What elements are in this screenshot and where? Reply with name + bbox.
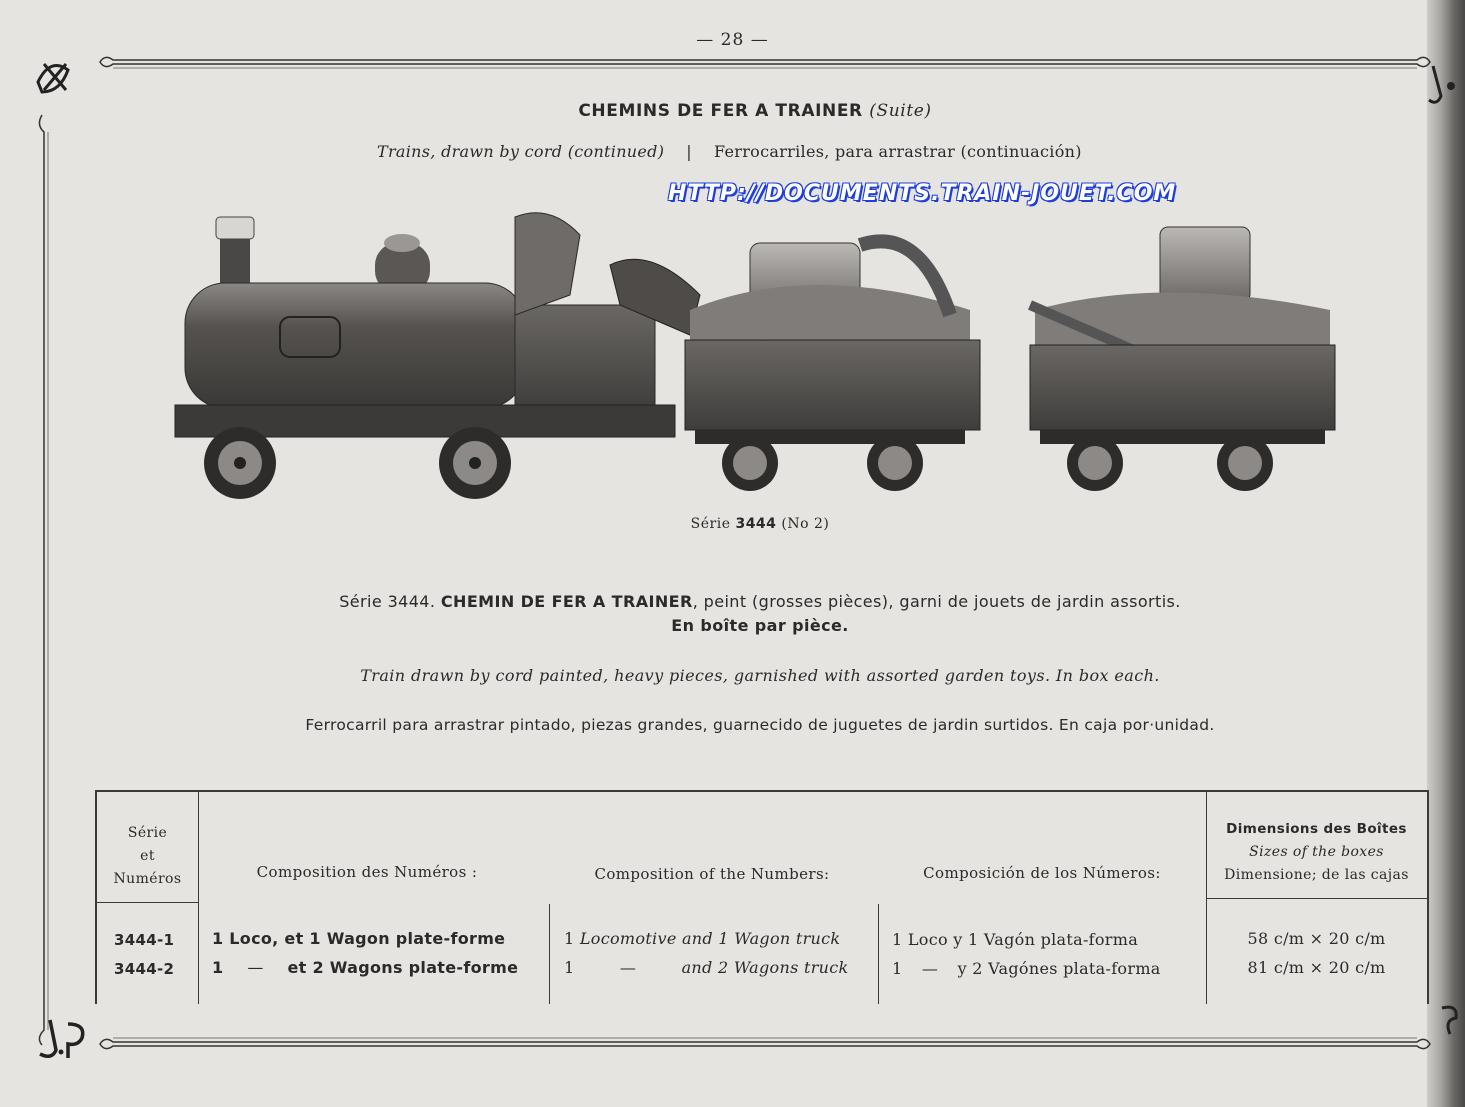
header-serie-line2: et	[140, 848, 155, 864]
caption-suffix: (No 2)	[781, 516, 830, 532]
header-dim-line3: Dimensione; de las cajas	[1224, 867, 1409, 883]
header-dimensions	[1206, 818, 1427, 887]
row1-fr-text: 1 Loco, et 1 Wagon plate-forme	[212, 929, 506, 948]
row2-fr-count: 1	[212, 958, 224, 977]
row2-en	[564, 958, 849, 977]
row2-en-text: and 2 Wagons truck	[681, 958, 849, 977]
header-rule-left	[97, 902, 198, 903]
title-main: CHEMINS DE FER A TRAINER	[578, 101, 863, 121]
row2-es	[892, 959, 1161, 978]
row2-es-text: y 2 Vagónes plata-forma	[957, 959, 1161, 978]
price-table	[95, 790, 1429, 1004]
title-suffix: (Suite)	[869, 101, 932, 121]
row1-en-text: Locomotive and 1 Wagon truck	[579, 929, 841, 948]
row2-number: 3444-2	[114, 960, 175, 978]
header-dim-line1: Dimensions des Boîtes	[1226, 821, 1407, 837]
wagon-2	[1030, 227, 1335, 491]
header-serie-line3: Numéros	[113, 871, 182, 887]
description-es: Ferrocarril para arrastrar pintado, piezas grandes, guarnecido de juguetes de jardin surtidos. En caja por·unidad.	[305, 716, 1215, 734]
subtitle-separator: |	[686, 142, 692, 161]
col-divider-3	[549, 904, 550, 1004]
monogram-bottom-right-icon	[1436, 1000, 1464, 1040]
row2-fr-dash: —	[247, 958, 264, 977]
subtitle-en: Trains, drawn by cord (continued)	[377, 142, 665, 161]
row2-en-dash: —	[619, 958, 637, 977]
page-number: — 28 —	[696, 30, 769, 50]
bottom-border-rule	[95, 1032, 1435, 1058]
row1-dimensions: 58 c/m × 20 c/m	[1247, 929, 1386, 948]
row2-es-dash: —	[921, 959, 939, 978]
header-rule-right	[1206, 898, 1427, 899]
row1-es: 1 Loco y 1 Vagón plata-forma	[892, 930, 1139, 949]
row2-fr-text: et 2 Wagons plate-forme	[287, 958, 519, 977]
caption-number: 3444	[735, 516, 777, 532]
row1-en	[564, 929, 840, 948]
subtitle-es: Ferrocarriles, para arrastrar (continuación)	[713, 142, 1082, 161]
row2-fr	[212, 958, 518, 977]
header-serie	[97, 822, 198, 891]
row2-es-count: 1	[892, 959, 903, 978]
header-serie-line1: Série	[127, 825, 168, 841]
page-edge-shadow	[1427, 0, 1465, 1107]
watermark-url[interactable]: HTTP://DOCUMENTS.TRAIN-JOUET.COM	[668, 181, 1177, 206]
left-border-rule	[32, 110, 56, 1050]
top-border-rule	[95, 52, 1435, 78]
desc-fr-line2: En boîte par pièce.	[671, 616, 849, 635]
row1-fr	[212, 929, 505, 948]
train-illustration	[170, 205, 1345, 505]
caption-prefix: Série	[690, 516, 731, 532]
illustration-caption	[0, 516, 1465, 532]
description-fr	[0, 590, 1465, 638]
header-fr: Composition des Numéros :	[256, 863, 478, 881]
col-divider-4	[878, 904, 879, 1004]
row2-en-count: 1	[564, 958, 575, 977]
monogram-bottom-left-icon	[32, 1012, 92, 1064]
header-dim-line2: Sizes of the boxes	[1249, 844, 1384, 860]
page-title	[0, 101, 1465, 121]
desc-fr-rest: , peint (grosses pièces), garni de jouets de jardin assortis.	[692, 592, 1181, 611]
row1-number: 3444-1	[114, 931, 175, 949]
header-en: Composition of the Numbers:	[594, 865, 830, 883]
monogram-top-left-icon	[30, 52, 80, 102]
subtitle	[377, 142, 1082, 161]
desc-fr-prefix: Série 3444.	[339, 592, 436, 611]
col-divider-1	[198, 792, 199, 1004]
wagon-1	[610, 241, 980, 491]
desc-fr-bold: CHEMIN DE FER A TRAINER	[440, 592, 693, 611]
header-es: Composición de los Números:	[923, 864, 1161, 882]
row1-en-count: 1	[564, 929, 575, 948]
description-en: Train drawn by cord painted, heavy pieces, garnished with assorted garden toys. In box each.	[360, 666, 1160, 685]
locomotive	[175, 213, 675, 499]
row2-dimensions: 81 c/m × 20 c/m	[1247, 958, 1386, 977]
